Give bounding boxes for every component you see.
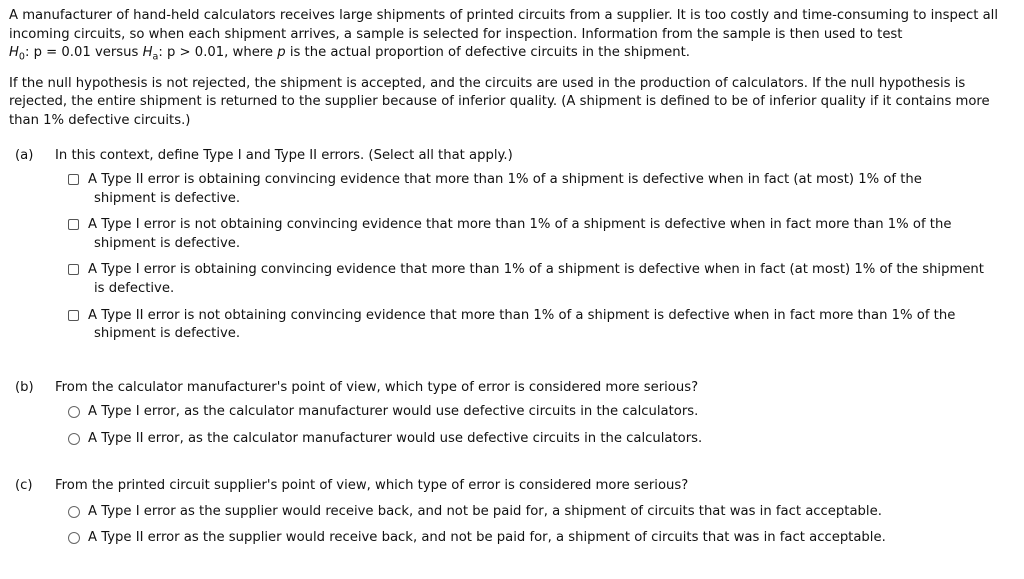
checkbox[interactable]: [68, 264, 79, 275]
checkbox[interactable]: [68, 310, 79, 321]
part-a-question: In this context, define Type I and Type II errors. (Select all that apply.): [55, 148, 513, 163]
intro-tail: is the actual proportion of defective circuits in the shipment.: [285, 45, 690, 61]
part-c-question: From the printed circuit supplier's point of view, which type of error is considered more serious?: [55, 478, 689, 493]
intro-paragraph-1: A manufacturer of hand-held calculators receives large shipments of printed circuits from a supplier. It is too costly and time-consuming to inspect all incoming circuits, so when each shipment arrives, a sample is selected for inspection. Information from the sample is then used to test $H_0$: p = 0.01 versus $H_a$: p > 0.01, where p is the actual proportion of defective circuits in the shipment.: [9, 8, 998, 63]
part-a-header: [9, 147, 1017, 165]
part-c-option-1[interactable]: A Type I error as the supplier would receive back, and not be paid for, a shipment of circuits that was in fact acceptable.: [68, 503, 1017, 522]
intro-paragraph-2: If the null hypothesis is not rejected, the shipment is accepted, and the circuits are used in the production of calculators. If the null hypothesis is rejected, the entire shipment is returned to the supplier because of inferior quality. (A shipment is defined to be of inferior quality if it contains more than 1% defective circuits.): [9, 75, 990, 128]
part-a-option-4[interactable]: A Type II error is not obtaining convincing evidence that more than 1% of a shipment is defective when in fact more than 1% of the shipment is defective.: [68, 307, 1017, 344]
part-b-options: [68, 403, 1017, 448]
radio-button[interactable]: [68, 506, 80, 518]
part-b-option-1[interactable]: A Type I error, as the calculator manufacturer would use defective circuits in the calculators.: [68, 403, 1017, 422]
part-c: [9, 477, 1017, 547]
part-b-letter: (b): [15, 380, 34, 395]
radio-button[interactable]: [68, 532, 80, 544]
h0-symbol: H: [9, 45, 19, 61]
part-c-options: [68, 503, 1017, 547]
h0-subscript: 0: [18, 51, 25, 63]
ha-symbol: H: [142, 45, 153, 61]
radio-button[interactable]: [68, 433, 80, 445]
part-a-options: [68, 171, 1017, 344]
problem-statement: [9, 7, 1017, 131]
part-c-header: [9, 477, 1017, 495]
part-b-header: [9, 379, 1017, 397]
part-c-option-2[interactable]: A Type II error as the supplier would receive back, and not be paid for, a shipment of circuits that was in fact acceptable.: [68, 529, 1017, 548]
part-a-option-1[interactable]: A Type II error is obtaining convincing evidence that more than 1% of a shipment is defective when in fact (at most) 1% of the shipment is defective.: [68, 171, 1017, 208]
part-b-option-2[interactable]: A Type II error, as the calculator manufacturer would use defective circuits in the calculators.: [68, 430, 1017, 449]
p-variable: p: [277, 45, 286, 61]
part-b-question: From the calculator manufacturer's point of view, which type of error is considered more serious?: [55, 380, 699, 395]
ha-expression: : p > 0.01, where: [158, 45, 278, 61]
ha-subscript: a: [152, 51, 159, 63]
part-a-letter: (a): [15, 148, 34, 163]
part-a-option-3[interactable]: A Type I error is obtaining convincing evidence that more than 1% of a shipment is defective when in fact (at most) 1% of the shipment is defective.: [68, 261, 1017, 298]
h0-expression: : p = 0.01 versus: [24, 45, 143, 61]
radio-button[interactable]: [68, 406, 80, 418]
checkbox[interactable]: [68, 219, 79, 230]
part-c-letter: (c): [15, 478, 33, 493]
checkbox[interactable]: [68, 174, 79, 185]
part-b: [9, 379, 1017, 448]
part-a: [9, 147, 1017, 344]
part-a-option-2[interactable]: A Type I error is not obtaining convincing evidence that more than 1% of a shipment is defective when in fact more than 1% of the shipment is defective.: [68, 216, 1017, 253]
